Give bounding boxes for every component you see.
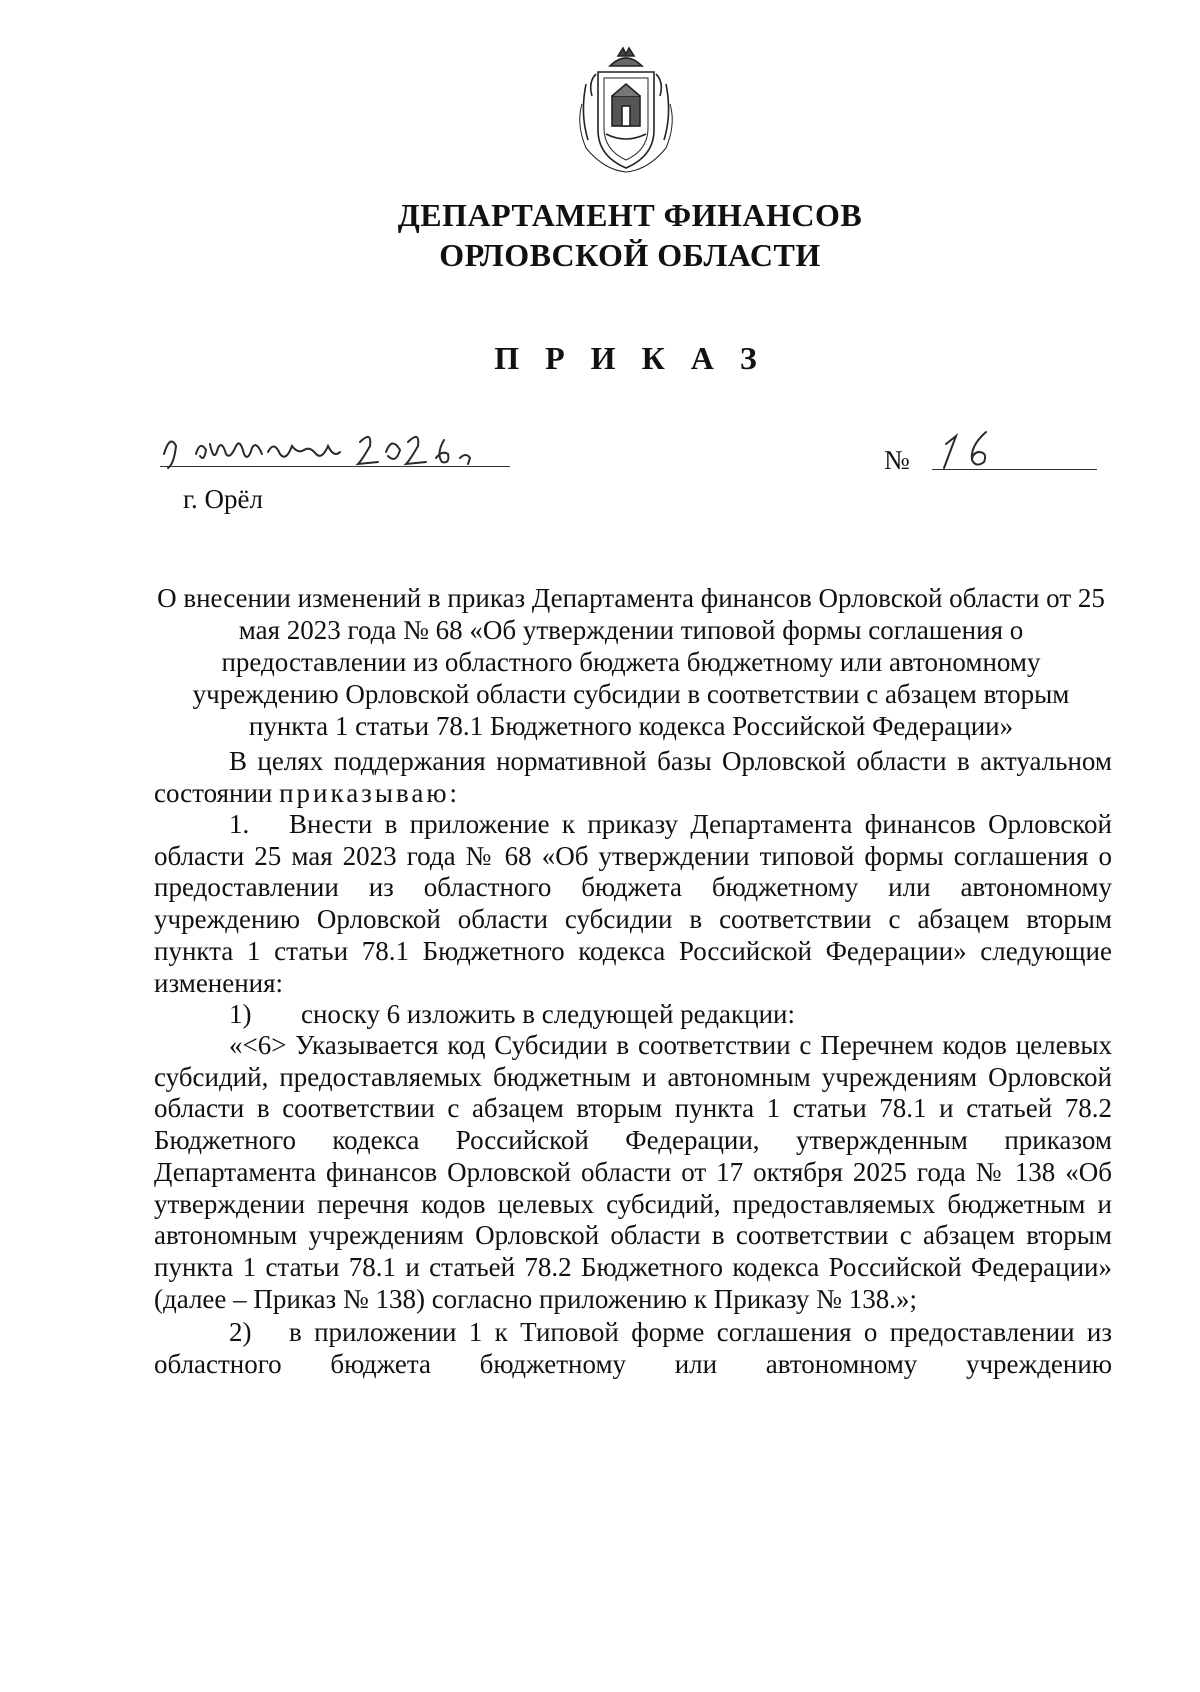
department-name-line2: ОРЛОВСКОЙ ОБЛАСТИ (439, 237, 821, 273)
subitem-1-text: сноску 6 изложить в следующей редакции: (301, 999, 795, 1029)
subitem-2 (154, 1317, 1112, 1380)
number-underline (932, 469, 1097, 470)
intro-text: В целях поддержания нормативной базы Орловской области в актуальном состоянии (154, 746, 1112, 808)
document-type-heading: П Р И К А З (494, 340, 766, 376)
item-1-text: Внести в приложение к приказу Департамента финансов Орловской области 25 мая 2023 года № 68 «Об утверждении типовой формы соглашения о предоставлении из областного бюджета бюджетному или автономному учреждению Орловской области субсидии в соответствии с абзацем вторым пункта 1 статьи 78.1 Бюджетного кодекса Российской Федерации» следующие изменения: (154, 809, 1112, 998)
intro-verb: приказываю: (279, 777, 461, 808)
subitem-2-number: 2) (229, 1317, 252, 1347)
footnote-text: «<6> Указывается код Субсидии в соответствии с Перечнем кодов целевых субсидий, предоставляемых бюджетным и автономным учреждениям Орловской области в соответствии с абзацем вторым пункта 1 статьи 78.1 и статьей 78.2 Бюджетного кодекса Российской Федерации, утвержденным приказом Департамента финансов Орловской области от 17 октября 2025 года № 138 «Об утверждении перечня кодов целевых субсидий, предоставляемых бюджетным и автономным учреждениям Орловской области в соответствии с абзацем вторым пункта 1 статьи 78.1 и статьей 78.2 Бюджетного кодекса Российской Федерации» (далее – Приказ № 138) согласно приложению к Приказу № 138.»; (154, 1030, 1112, 1314)
item-1-number: 1. (229, 809, 250, 839)
city-label: г. Орёл (183, 484, 263, 514)
document-title: О внесении изменений в приказ Департамента финансов Орловской области от 25 мая 2023 года № 68 «Об утверждении типовой формы соглашения о предоставлении из областного бюджета бюджетному или автономному учреждению Орловской области субсидии в соответствии с абзацем вторым пункта 1 статьи 78.1 Бюджетного кодекса Российской Федерации» (157, 583, 1105, 741)
department-name-line1: ДЕПАРТАМЕНТ ФИНАНСОВ (397, 197, 863, 233)
coat-of-arms-emblem (574, 44, 678, 174)
intro-paragraph (154, 746, 1112, 809)
subitem-1 (154, 999, 1112, 1031)
subitem-1-number: 1) (229, 999, 252, 1029)
subitem-2-text: в приложении 1 к Типовой форме соглашения о предоставлении из областного бюджета бюджетному или автономному учреждению (154, 1317, 1112, 1379)
date-underline (160, 466, 510, 467)
number-label: № (884, 445, 910, 475)
handwritten-number (932, 422, 1052, 472)
item-1 (154, 809, 1112, 999)
